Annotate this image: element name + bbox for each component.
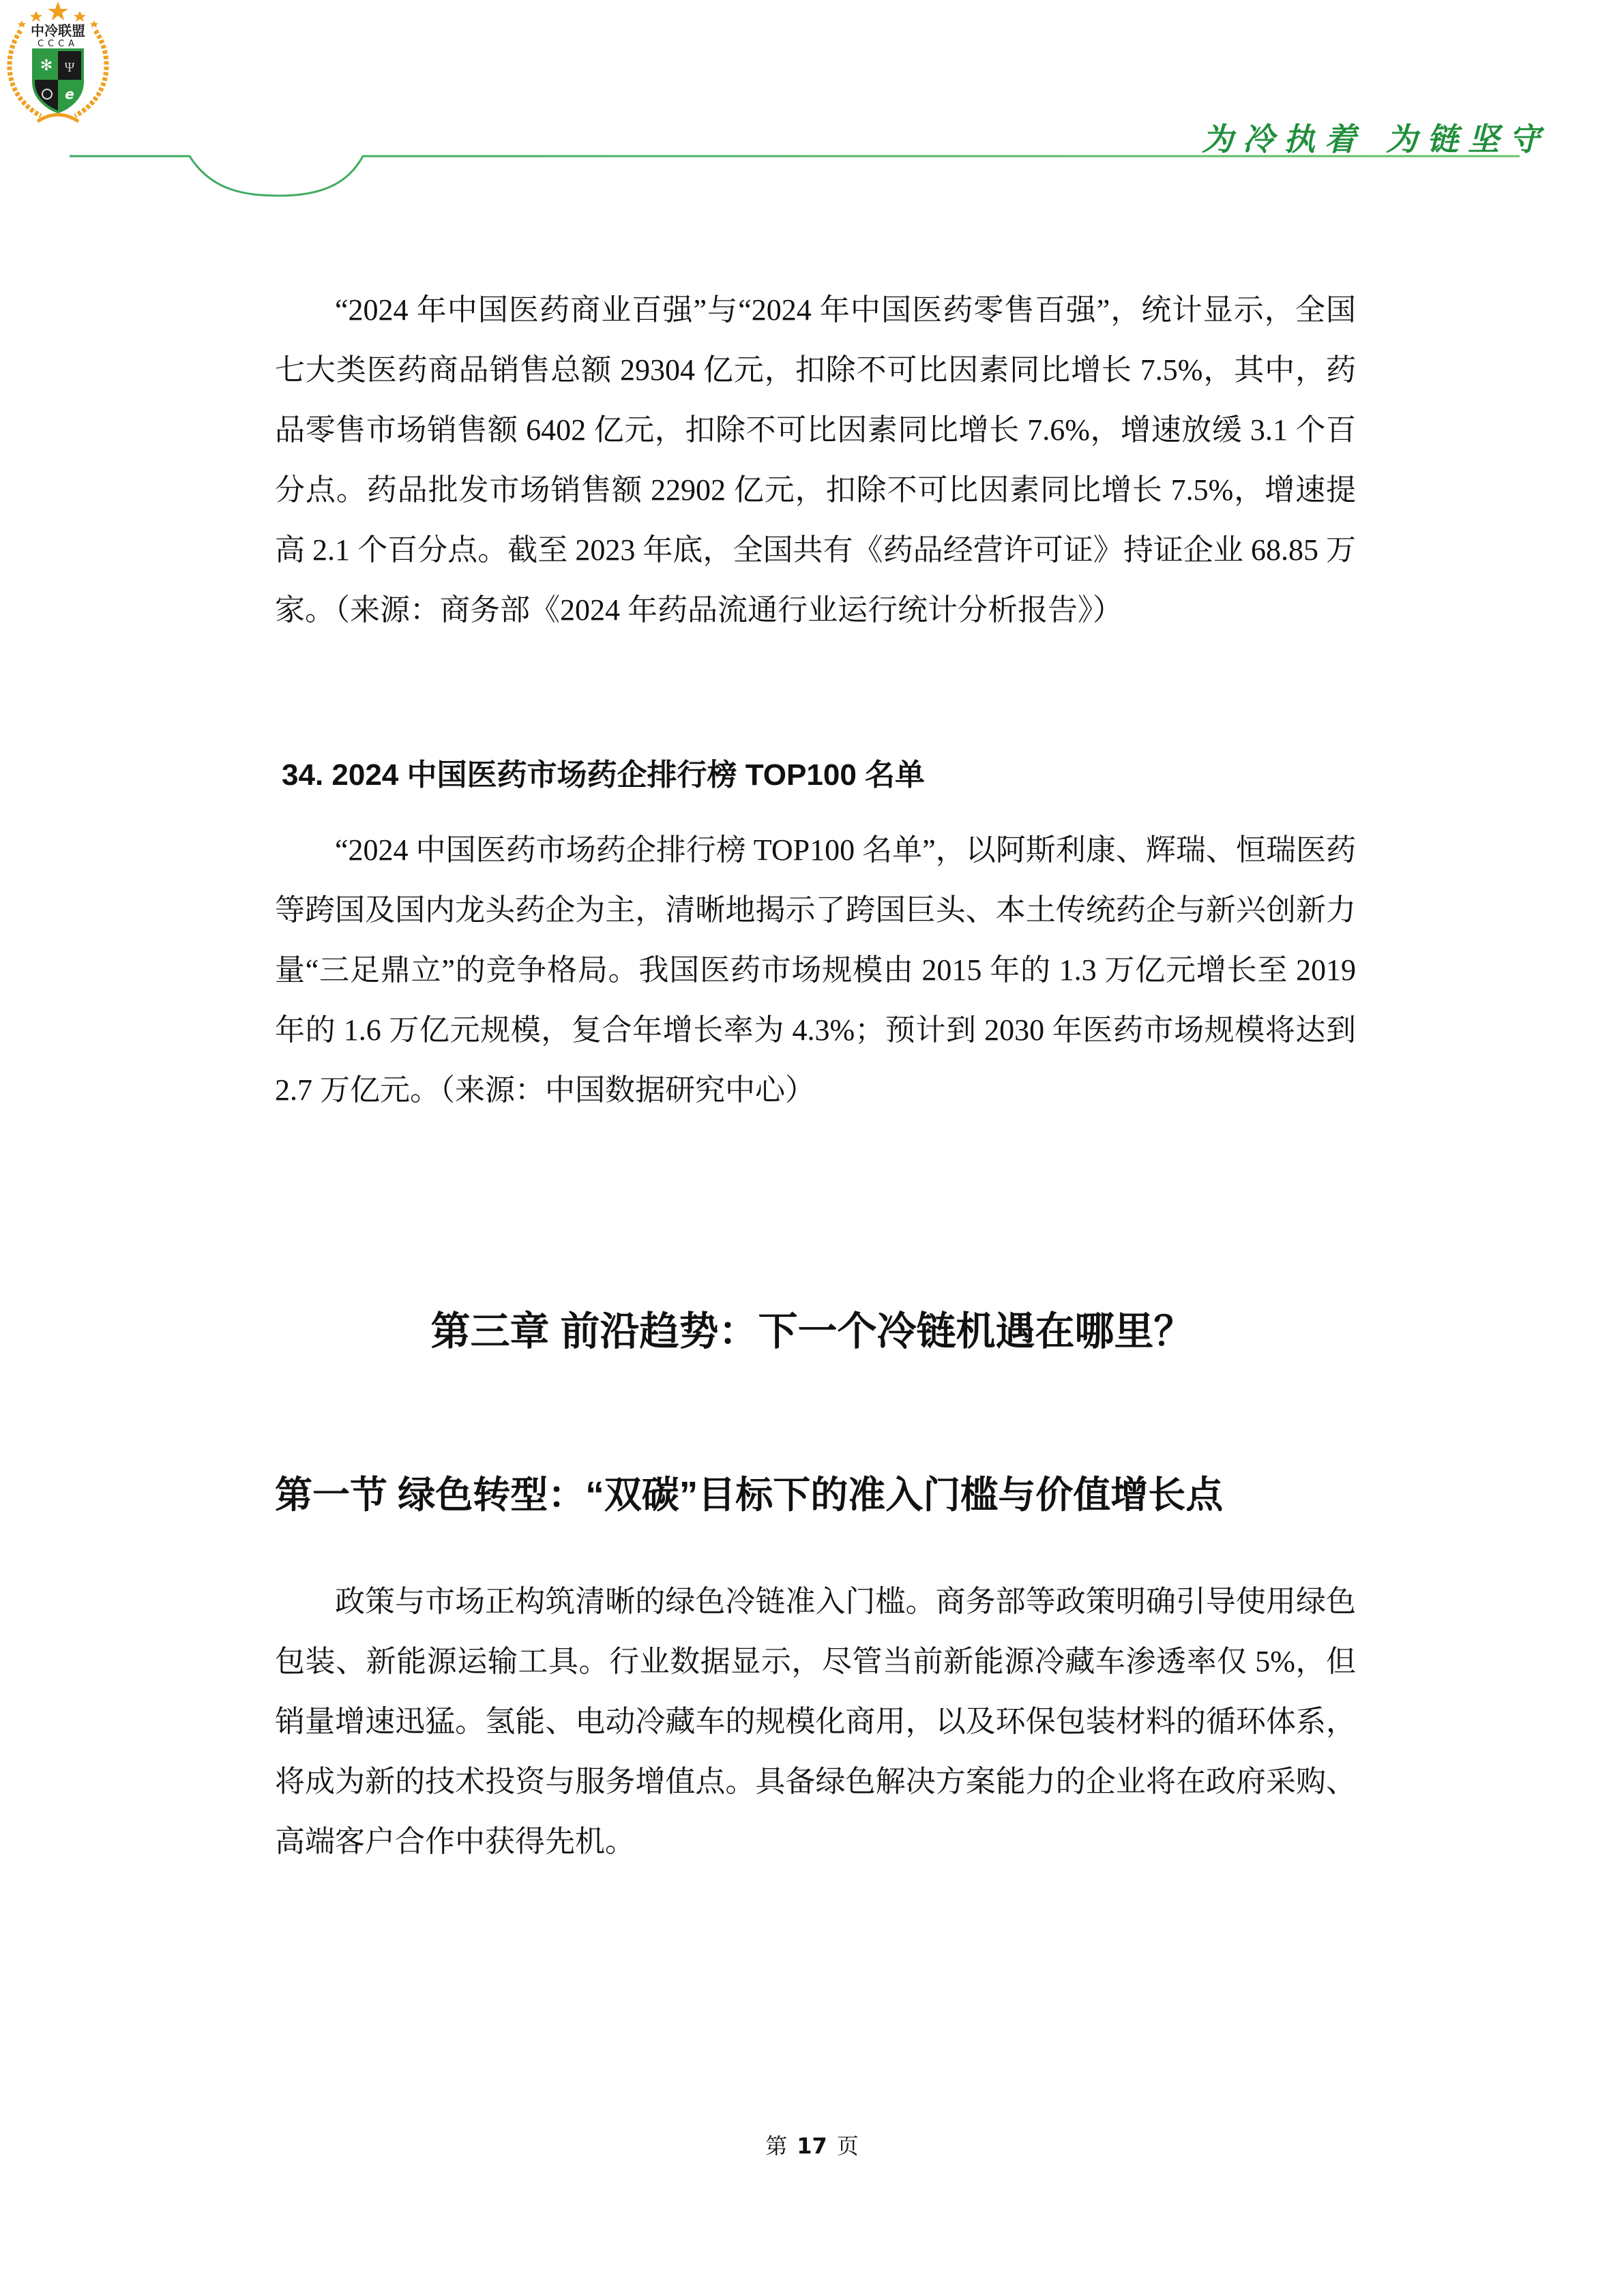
- page-suffix: 页: [836, 2133, 859, 2159]
- page-number: 17: [797, 2133, 827, 2159]
- paragraph-statistics: [275, 280, 1356, 640]
- svg-text:e: e: [65, 86, 74, 102]
- chapter-heading: 第三章 前沿趋势：下一个冷链机遇在哪里？: [430, 1309, 1194, 1354]
- paragraph-text: “2024 中国医药市场药企排行榜 TOP100 名单”，以阿斯利康、辉瑞、恒瑞医药等跨国及国内龙头药企为主，清晰地揭示了跨国巨头、本土传统药企与新兴创新力量“三足鼎立”的竞争格局。我国医药市场规模由 2015 年的 1.3 万亿元增长至 2019 年的 1.6 万亿元规模，复合年增长率为 4.3%；预计到 2030 年医药市场规模将达到 2.7 万亿元。（来源：中国数据研究中心）: [275, 833, 1356, 1107]
- page-header: [0, 0, 1624, 218]
- paragraph-green-transition: [275, 1572, 1356, 1872]
- svg-text:中冷联盟: 中冷联盟: [31, 23, 85, 39]
- item-heading: 34. 2024 中国医药市场药企排行榜 TOP100 名单: [282, 758, 926, 792]
- header-divider-line: [0, 0, 1624, 218]
- svg-text:CCCA: CCCA: [37, 39, 79, 49]
- page-prefix: 第: [765, 2133, 788, 2159]
- svg-text:Ψ: Ψ: [64, 60, 75, 75]
- svg-text:✻: ✻: [40, 57, 53, 74]
- page-footer: [0, 2129, 1624, 2160]
- paragraph-text: 政策与市场正构筑清晰的绿色冷链准入门槛。商务部等政策明确引导使用绿色包装、新能源运输工具。行业数据显示，尽管当前新能源冷藏车渗透率仅 5%，但销量增速迅猛。氢能、电动冷藏车的规模化商用，以及环保包装材料的循环体系，将成为新的技术投资与服务增值点。具备绿色解决方案能力的企业将在政府采购、高端客户合作中获得先机。: [275, 1585, 1356, 1858]
- slogan-part-2: 为链坚守: [1386, 121, 1550, 158]
- slogan-part-1: 为冷执着: [1202, 121, 1365, 158]
- section-heading: 第一节 绿色转型：“双碳”目标下的准入门槛与价值增长点: [275, 1474, 1224, 1516]
- ccca-logo-icon: [0, 0, 116, 130]
- header-slogan: [1202, 115, 1550, 160]
- paragraph-top100: [275, 820, 1356, 1120]
- paragraph-text: “2024 年中国医药商业百强”与“2024 年中国医药零售百强”，统计显示，全国七大类医药商品销售总额 29304 亿元，扣除不可比因素同比增长 7.5%，其中，药品零售市场销售额 6402 亿元，扣除不可比因素同比增长 7.6%，增速放缓 3.1 个百分点。药品批发市场销售额 22902 亿元，扣除不可比因素同比增长 7.5%，增速提高 2.1 个百分点。截至 2023 年底，全国共有《药品经营许可证》持证企业 68.85 万家。（来源：商务部《2024 年药品流通行业运行统计分析报告》）: [275, 293, 1356, 627]
